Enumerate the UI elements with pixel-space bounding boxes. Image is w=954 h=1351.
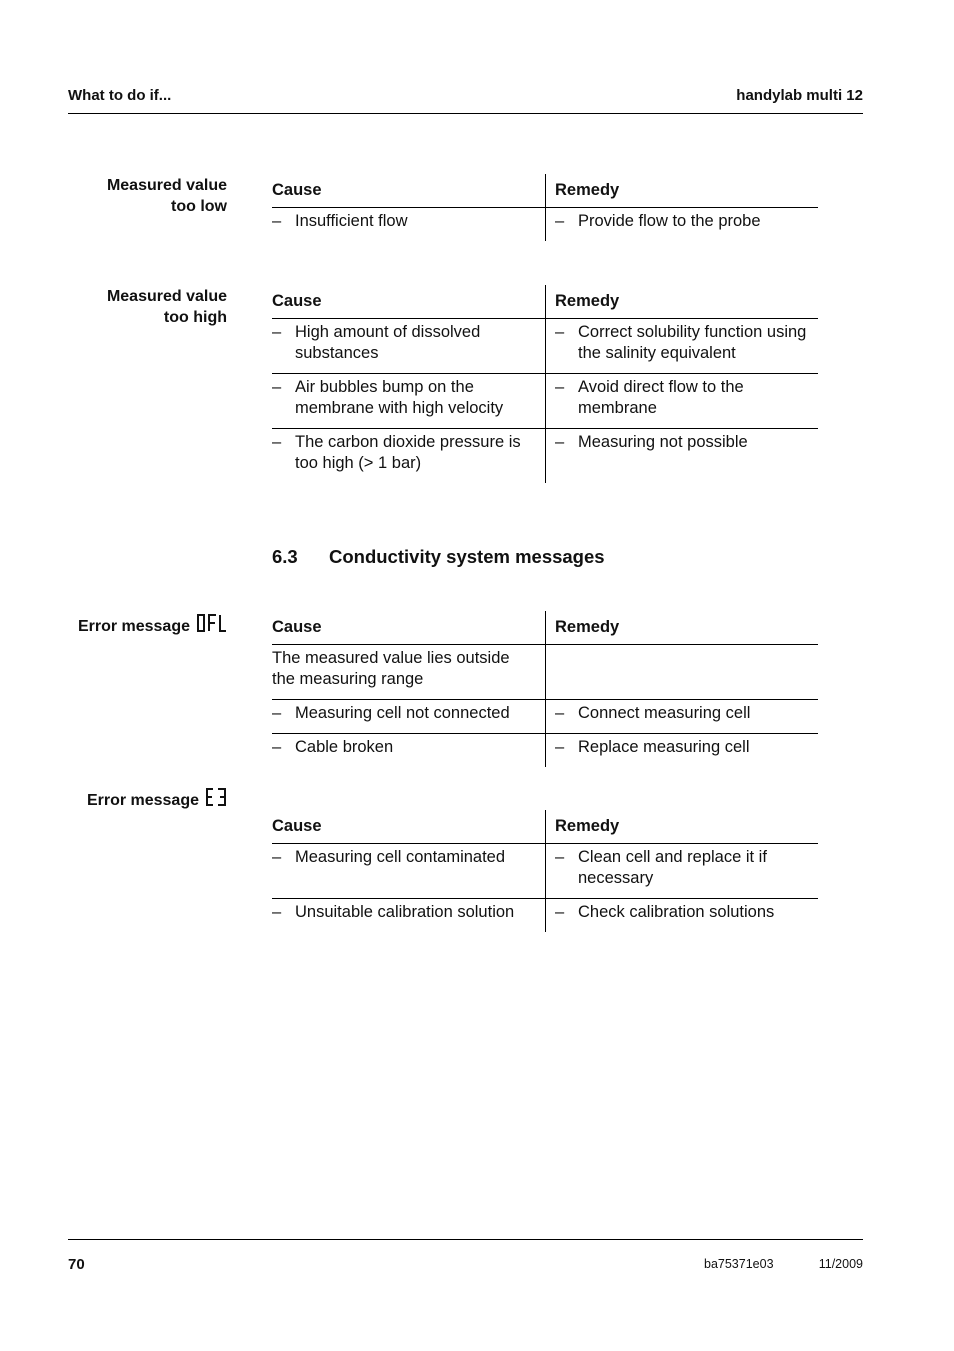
remedy-text: – Avoid direct flow to the membrane [555, 377, 818, 419]
lcd-ofl-icon [196, 613, 227, 633]
section-title: Conductivity system messages [329, 546, 605, 567]
table-error-ofl [272, 611, 818, 767]
cause-text: The measured value lies outside the measuring range [272, 649, 510, 688]
cause-text: – The carbon dioxide pressure is too high (> 1 bar) [272, 432, 545, 474]
remedy-text: – Measuring not possible [555, 432, 818, 453]
table-too-low [272, 174, 818, 241]
label-line: Measured value [106, 177, 227, 194]
cause-text: – Unsuitable calibration solution [272, 902, 545, 923]
section-heading [272, 546, 605, 568]
footer-rule [68, 1239, 863, 1240]
section-number: 6.3 [272, 546, 298, 567]
header-rule [68, 113, 863, 114]
table-row [272, 208, 818, 242]
cause-text: – Insufficient flow [272, 211, 545, 232]
remedy-text: – Replace measuring cell [555, 737, 818, 758]
cause-text: – Measuring cell not connected [272, 703, 545, 724]
document-date: 11/2009 [818, 1257, 863, 1271]
label-prefix: Error message [77, 618, 190, 635]
running-header-section: What to do if... [68, 87, 172, 104]
running-header-product: handylab multi 12 [736, 87, 863, 104]
table-row [272, 734, 818, 768]
label-line: Measured value [106, 288, 227, 305]
table-row [272, 429, 818, 484]
table-row [272, 899, 818, 933]
document-id: ba75371e03 [704, 1257, 774, 1271]
cause-header: Cause [272, 174, 546, 208]
table-row [272, 844, 818, 899]
cause-text: – High amount of dissolved substances [272, 322, 545, 364]
remedy-text: – Provide flow to the probe [555, 211, 818, 232]
cause-header: Cause [272, 611, 546, 645]
remedy-text: – Connect measuring cell [555, 703, 818, 724]
lcd-e3-icon [205, 787, 227, 807]
label-measured-value-too-low [107, 175, 227, 217]
table-row [272, 645, 818, 700]
cause-text: – Measuring cell contaminated [272, 847, 545, 868]
label-prefix: Error message [86, 792, 199, 809]
remedy-text: – Correct solubility function using the salinity equivalent [555, 322, 818, 364]
label-error-ofl [78, 613, 227, 637]
cause-header: Cause [272, 810, 546, 844]
label-measured-value-too-high [107, 286, 227, 328]
label-error-e3 [87, 787, 227, 811]
cause-header: Cause [272, 285, 546, 319]
remedy-text: – Clean cell and replace it if necessary [555, 847, 818, 889]
table-row [272, 374, 818, 429]
table-row [272, 700, 818, 734]
page-number: 70 [68, 1256, 85, 1273]
remedy-text: – Check calibration solutions [555, 902, 818, 923]
cause-text: – Cable broken [272, 737, 545, 758]
table-row [272, 319, 818, 374]
remedy-header: Remedy [546, 285, 819, 319]
label-line: too high [163, 309, 227, 326]
table-too-high [272, 285, 818, 483]
remedy-header: Remedy [546, 810, 819, 844]
table-error-e3 [272, 810, 818, 932]
label-line: too low [171, 198, 227, 215]
cause-text: – Air bubbles bump on the membrane with high velocity [272, 377, 545, 419]
remedy-header: Remedy [546, 174, 819, 208]
remedy-header: Remedy [546, 611, 819, 645]
